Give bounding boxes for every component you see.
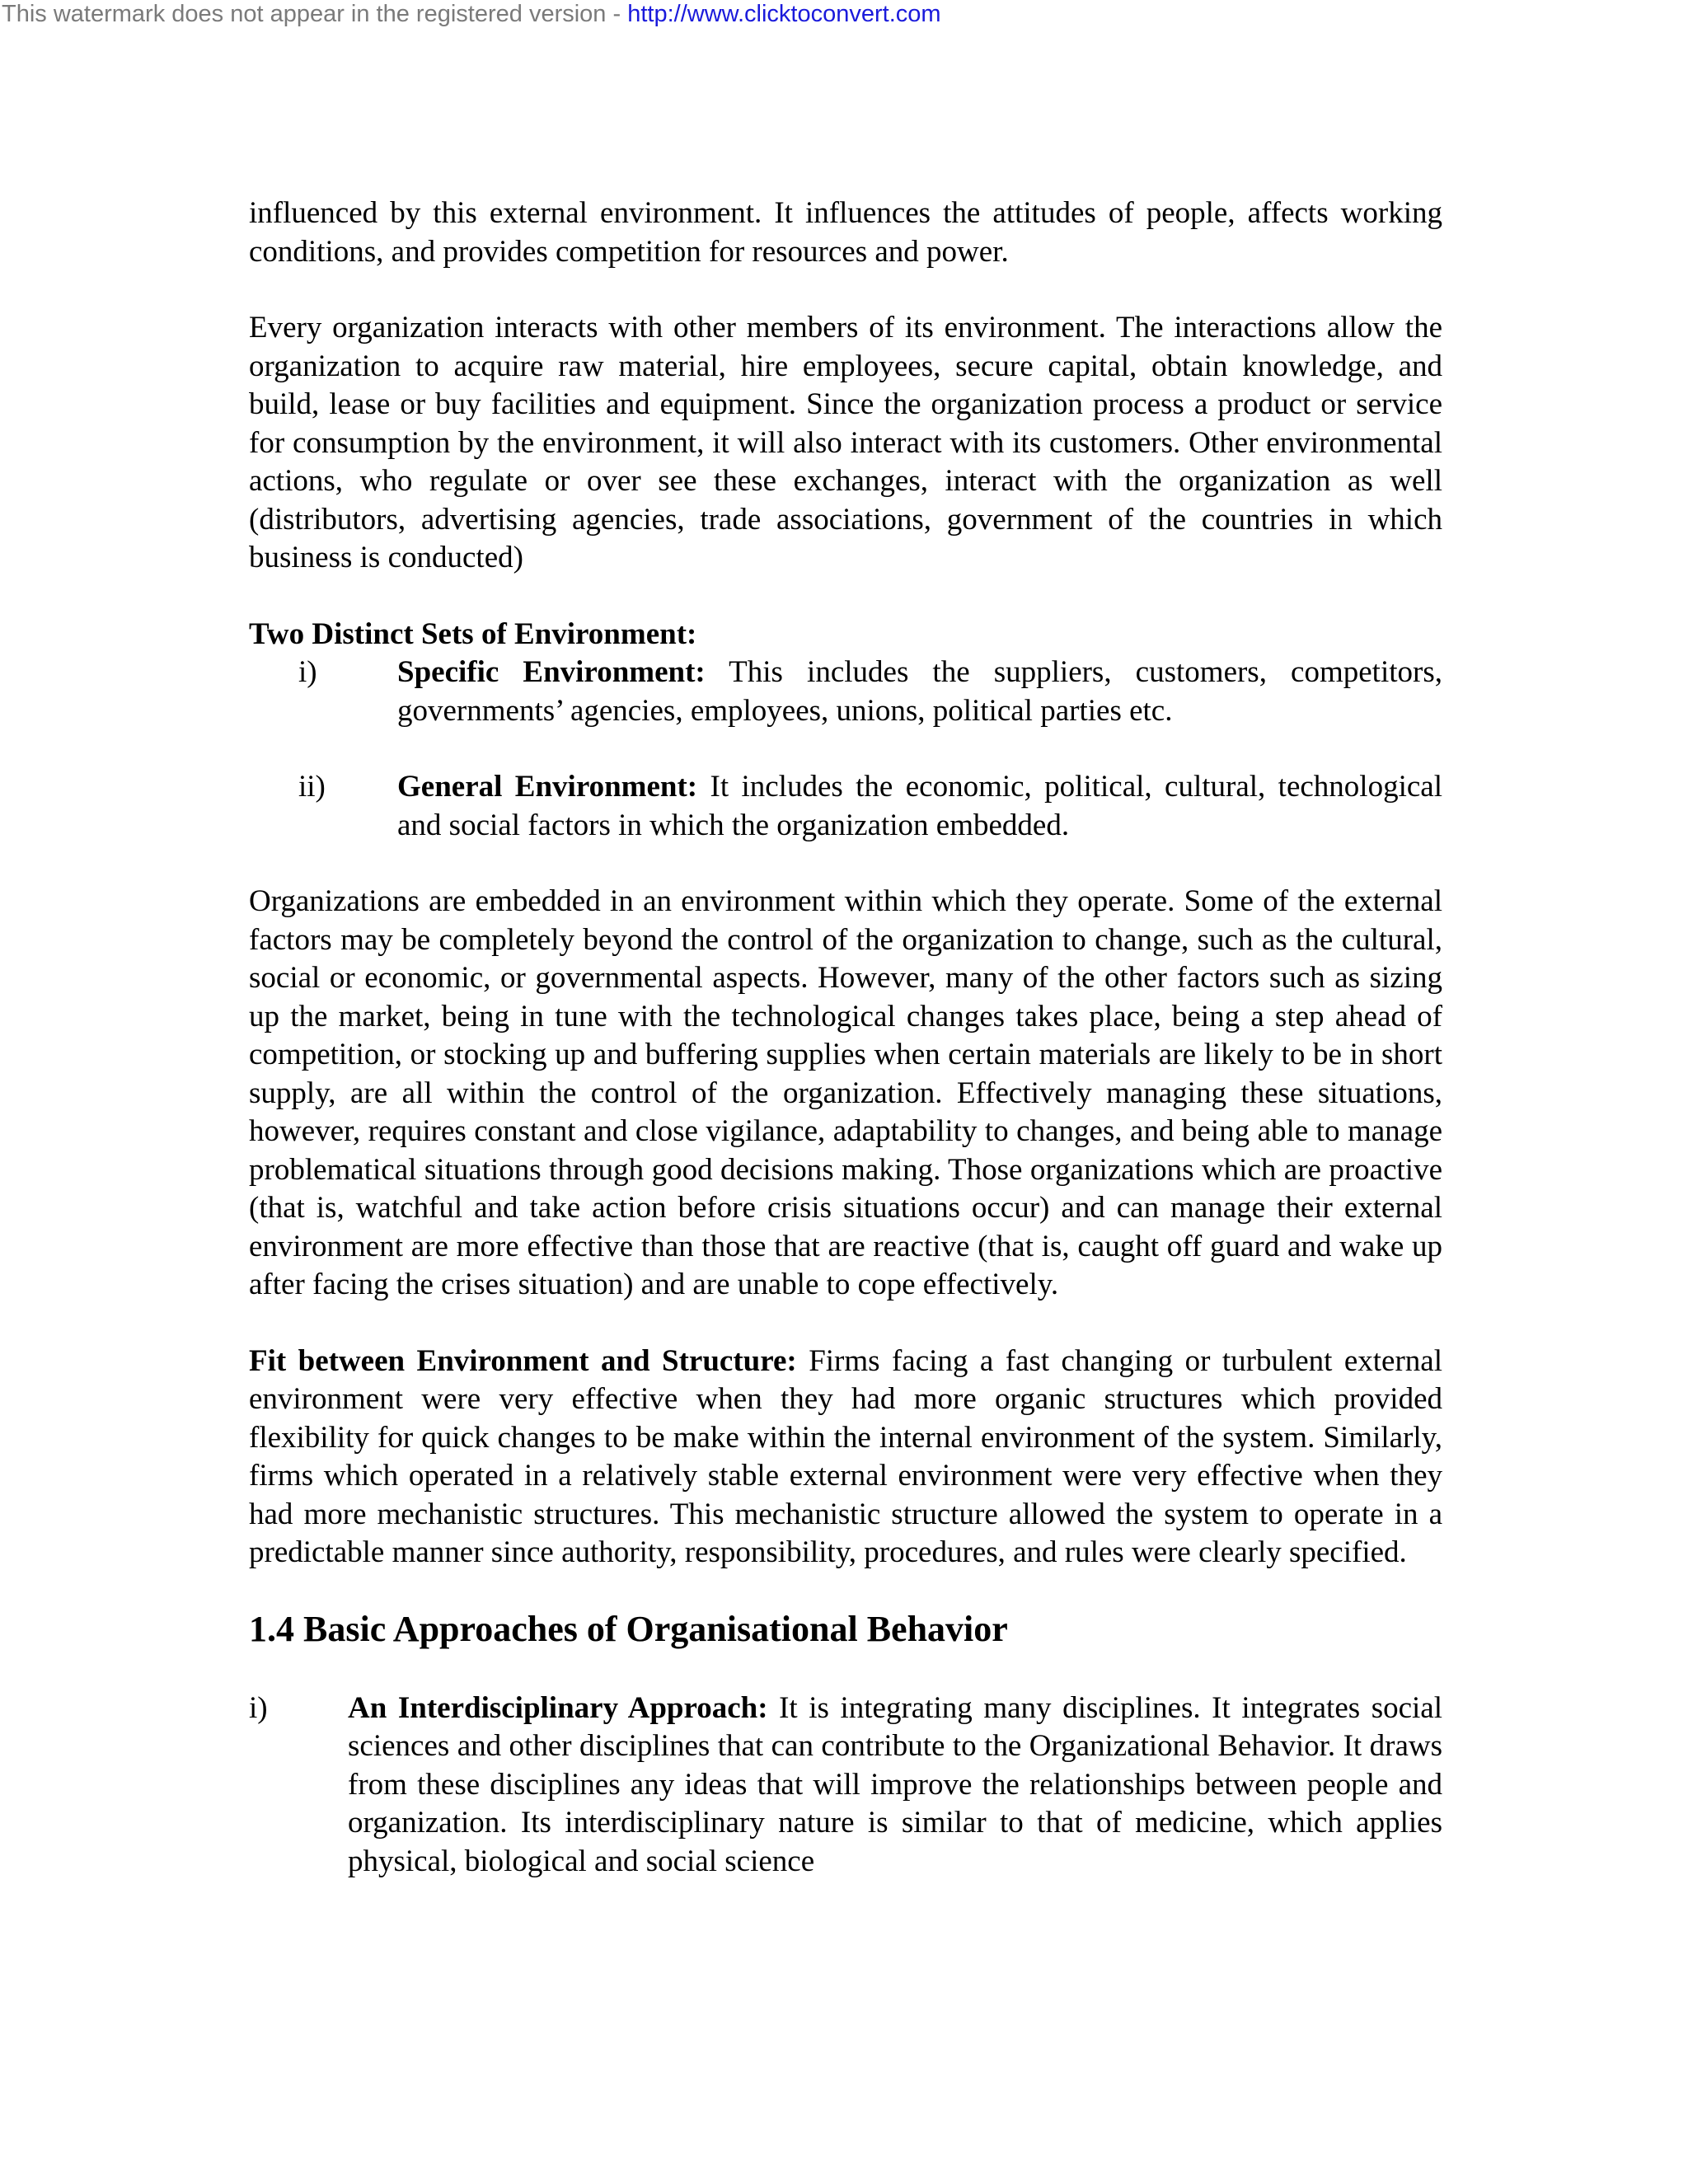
document-page: [249, 194, 1442, 1881]
list-item-term: General Environment:: [397, 770, 698, 804]
list-item-term: Specific Environment:: [397, 655, 706, 689]
paragraph-influence: influenced by this external environment. It influences the attitudes of people, affects working conditions, and provides competition for resources and power.: [249, 196, 1442, 269]
fit-term: Fit between Environment and Structure:: [249, 1343, 797, 1378]
paragraph-fit-environment-structure: [249, 1343, 1442, 1572]
watermark-text: This watermark does not appear in the registered version -: [2, 1, 628, 27]
section-heading: 1.4 Basic Approaches of Organisational Behavior: [249, 1608, 1008, 1649]
watermark-link[interactable]: http://www.clicktoconvert.com: [627, 1, 941, 27]
list-item-text: It is integrating many disciplines. It integrates social sciences and other disciplines that can contribute to the Organizational Behavior. It draws from these disciplines any ideas that will improve the relationships between people and organization. Its interdisciplinary nature is similar to that of medicine, which applies physical, biological and social science: [348, 1690, 1442, 1878]
list-item-number: i): [298, 655, 317, 689]
paragraph-embedded-organizations: Organizations are embedded in an environment within which they operate. Some of the external factors may be completely beyond the control of the organization to change, such as the cultural, social or economic, or governmental aspects. However, many of the other factors such as sizing up the market, being in tune with the technological changes takes place, being a step ahead of competition, or stocking up and buffering supplies when certain materials are likely to be in short supply, are all within the control of the organization. Effectively managing these situations, however, requires constant and close vigilance, adaptability to changes, and being able to manage problematical situations through good decisions making. Those organizations which are proactive (that is, watchful and take action before crisis situations occur) and can manage their external environment are more effective than those that are reactive (that is, caught off guard and wake up after facing the crises situation) and are unable to cope effectively.: [249, 884, 1442, 1301]
list-item-general-environment: [249, 768, 1442, 845]
list-item-number: i): [249, 1690, 268, 1725]
list-item-text: It includes the economic, political, cultural, technological and social factors in which the organization embedded.: [397, 770, 1442, 842]
list-item-term: An Interdisciplinary Approach:: [348, 1690, 768, 1725]
watermark-notice: [2, 0, 941, 28]
list-item-interdisciplinary-approach: [249, 1690, 1442, 1882]
environment-sets-heading: Two Distinct Sets of Environment:: [249, 616, 697, 651]
paragraph-interactions: Every organization interacts with other members of its environment. The interactions allow the organization to acquire raw material, hire employees, secure capital, obtain knowledge, and build, lease or buy facilities and equipment. Since the organization process a product or service for consumption by the environment, it will also interact with its customers. Other environmental actions, who regulate or over see these exchanges, interact with the organization as well (distributors, advertising agencies, trade associations, government of the countries in which business is conducted): [249, 311, 1442, 574]
environment-list: [249, 654, 1442, 845]
fit-text: Firms facing a fast changing or turbulent external environment were very effective when they had more organic structures which provided flexibility for quick changes to be make within the internal environment of the system. Similarly, firms which operated in a relatively stable external environment were very effective when they had more mechanistic structures. This mechanistic structure allowed the system to operate in a predictable manner since authority, responsibility, procedures, and rules were clearly specified.: [249, 1343, 1442, 1569]
list-item-number: ii): [298, 770, 326, 804]
list-item-specific-environment: [249, 654, 1442, 730]
list-item-text: This includes the suppliers, customers, competitors, governments’ agencies, employees, unions, political parties etc.: [397, 655, 1442, 728]
